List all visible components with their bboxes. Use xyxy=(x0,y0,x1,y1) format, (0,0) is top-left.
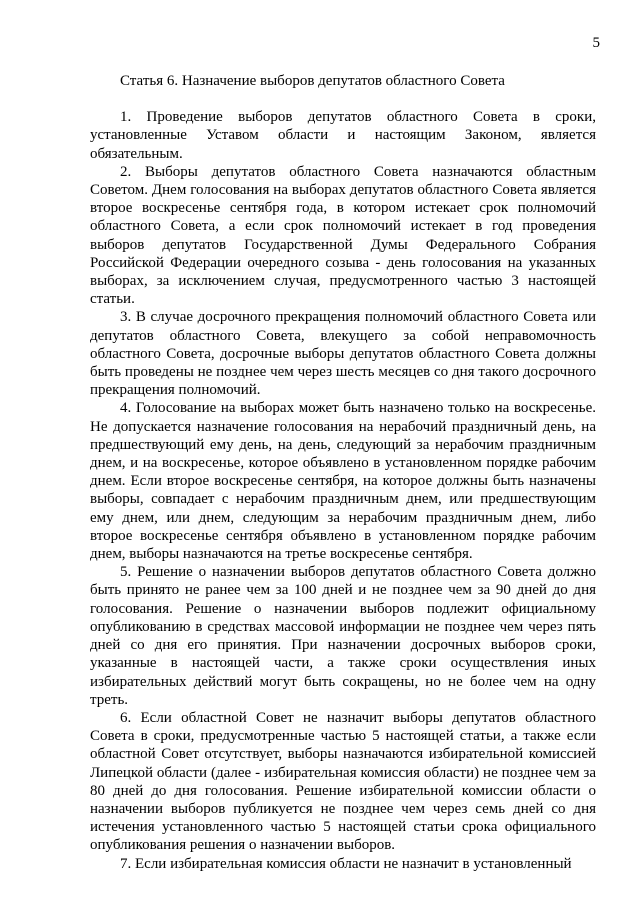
paragraph-2: 2. Выборы депутатов областного Совета назначаются областным Советом. Днем голосования на выборах депутатов областного Совета является второе воскресенье сентября года, в котором истекает срок полномочий областного Совета, а если срок полномочий истекает в год проведения выборов депутатов Государственной Думы Федерального Собрания Российской Федерации очередного созыва - день голосования на указанных выборах, за исключением случая, предусмотренного частью 3 настоящей статьи. xyxy=(90,163,596,308)
document-body xyxy=(90,72,596,873)
paragraph-4: 4. Голосование на выборах может быть назначено только на воскресенье. Не допускается назначение голосования на нерабочий праздничный день, на предшествующий ему день, на день, следующий за нерабочим праздничным днем, и на воскресенье, которое объявлено в установленном порядке рабочим днем. Если второе воскресенье сентября, на которое должны быть назначены выборы, совпадает с нерабочим праздничным днем, или предшествующим ему днем, или днем, следующим за нерабочим праздничным днем, либо второе воскресенье сентября объявлено в установленном порядке рабочим днем, выборы назначаются на третье воскресенье сентября. xyxy=(90,400,596,563)
page-number: 5 xyxy=(592,35,600,51)
paragraph-5: 5. Решение о назначении выборов депутатов областного Совета должно быть принято не ранее чем за 100 дней и не позднее чем за 90 дней до дня голосования. Решение о назначении выборов подлежит официальному опубликованию в средствах массовой информации не позднее чем через пять дней со дня его принятия. При назначении досрочных выборов сроки, указанные в настоящей части, а также сроки осуществления иных избирательных действий могут быть сокращены, но не более чем на одну треть. xyxy=(90,564,596,708)
paragraph-1: 1. Проведение выборов депутатов областного Совета в сроки, установленные Уставом области и настоящим Законом, является обязательным. xyxy=(90,109,596,162)
paragraph-7: 7. Если избирательная комиссия области не назначит в установленный xyxy=(120,855,572,872)
paragraph-3: 3. В случае досрочного прекращения полномочий областного Совета или депутатов областного Совета, влекущего за собой неправомочность областного Совета, досрочные выборы депутатов областного Совета должны быть проведены не позднее чем через шесть месяцев со дня такого досрочного прекращения полномочий. xyxy=(90,309,596,399)
paragraph-6: 6. Если областной Совет не назначит выборы депутатов областного Совета в сроки, предусмотренные частью 5 настоящей статьи, а также если областной Совет отсутствует, выборы назначаются избирательной комиссией Липецкой области (далее - избирательная комиссия области) не позднее чем за 80 дней до дня голосования. Решение избирательной комиссии области о назначении выборов публикуется не позднее чем через семь дней со дня истечения установленного частью 5 настоящей статьи срока официального опубликования решения о назначении выборов. xyxy=(90,709,596,854)
article-title: Статья 6. Назначение выборов депутатов областного Совета xyxy=(120,73,505,89)
